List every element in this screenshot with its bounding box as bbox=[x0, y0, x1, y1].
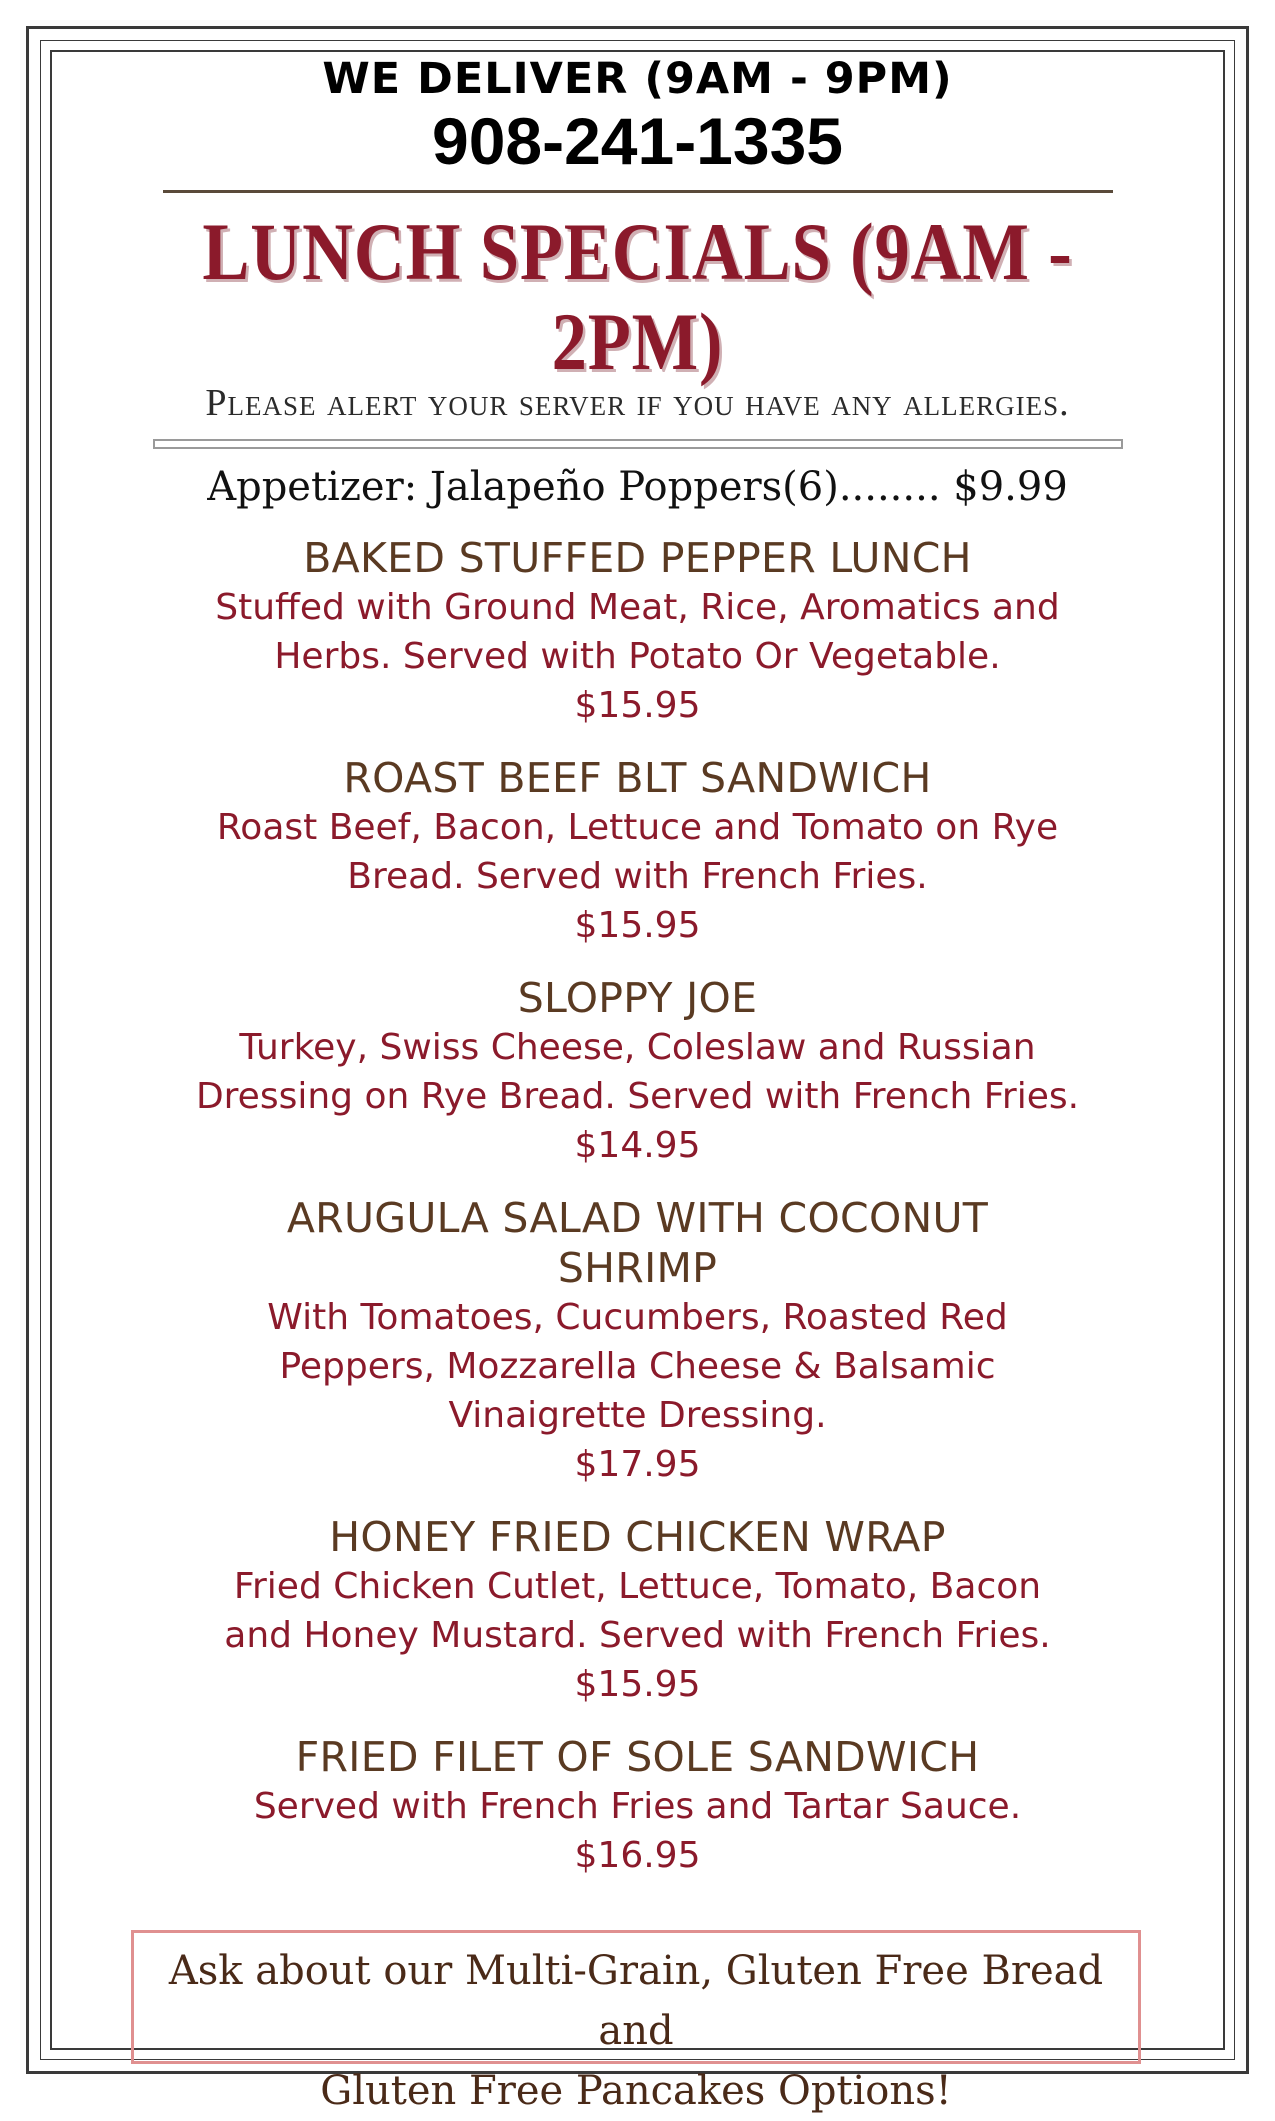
menu-item-description: Stuffed with Ground Meat, Rice, Aromatics and Herbs. Served with Potato Or Vegetable. bbox=[215, 587, 1060, 677]
menu-item-description: Turkey, Swiss Cheese, Coleslaw and Russian Dressing on Rye Bread. Served with French Fries. bbox=[195, 1027, 1080, 1117]
menu-item-name: FRIED FILET OF SOLE SANDWICH bbox=[295, 1733, 980, 1781]
menu-item bbox=[60, 1193, 1215, 1490]
menu-item bbox=[60, 1732, 1215, 1881]
menu-item-price: $16.95 bbox=[574, 1835, 701, 1876]
gluten-free-note: Ask about our Multi-Grain, Gluten Free Bread and Gluten Free Pancakes Options! bbox=[168, 1948, 1104, 2114]
header-divider bbox=[163, 190, 1113, 193]
title-divider bbox=[153, 439, 1123, 449]
allergy-note: Please alert your server if you have any allergies. bbox=[205, 382, 1070, 424]
menu-item-description: Roast Beef, Bacon, Lettuce and Tomato on Rye Bread. Served with French Fries. bbox=[216, 807, 1059, 897]
menu-item bbox=[60, 753, 1215, 951]
menu-item-price: $14.95 bbox=[574, 1125, 701, 1166]
menu-item-price: $15.95 bbox=[574, 685, 701, 726]
menu-item-name: SLOPPY JOE bbox=[517, 974, 758, 1022]
menu-item-description: With Tomatoes, Cucumbers, Roasted Red Peppers, Mozzarella Cheese & Balsamic Vinaigrette Dressing. bbox=[267, 1297, 1008, 1436]
menu-content bbox=[60, 48, 1215, 1881]
menu-items-list bbox=[60, 533, 1215, 1881]
page-title: LUNCH SPECIALS (9AM - 2PM) bbox=[202, 206, 1073, 387]
menu-item-description: Fried Chicken Cutlet, Lettuce, Tomato, Bacon and Honey Mustard. Served with French Fries. bbox=[224, 1566, 1051, 1656]
delivery-hours: WE DELIVER (9AM - 9PM) bbox=[322, 54, 953, 104]
appetizer-line: Appetizer: Jalapeño Poppers(6)........ $9.99 bbox=[207, 464, 1068, 510]
menu-item-name: ARUGULA SALAD WITH COCONUT SHRIMP bbox=[286, 1194, 989, 1292]
menu-item-description: Served with French Fries and Tartar Sauce. bbox=[253, 1786, 1022, 1827]
menu-item-price: $15.95 bbox=[574, 1664, 701, 1705]
menu-item-price: $15.95 bbox=[574, 905, 701, 946]
menu-item bbox=[60, 973, 1215, 1171]
menu-item-name: HONEY FRIED CHICKEN WRAP bbox=[329, 1513, 946, 1561]
menu-item-name: BAKED STUFFED PEPPER LUNCH bbox=[303, 534, 972, 582]
gluten-free-note-box bbox=[131, 1930, 1141, 2114]
menu-item bbox=[60, 1512, 1215, 1710]
menu-item bbox=[60, 533, 1215, 731]
menu-item-price: $17.95 bbox=[574, 1444, 701, 1485]
phone-number: 908-241-1335 bbox=[431, 104, 844, 178]
menu-item-name: ROAST BEEF BLT SANDWICH bbox=[343, 754, 932, 802]
